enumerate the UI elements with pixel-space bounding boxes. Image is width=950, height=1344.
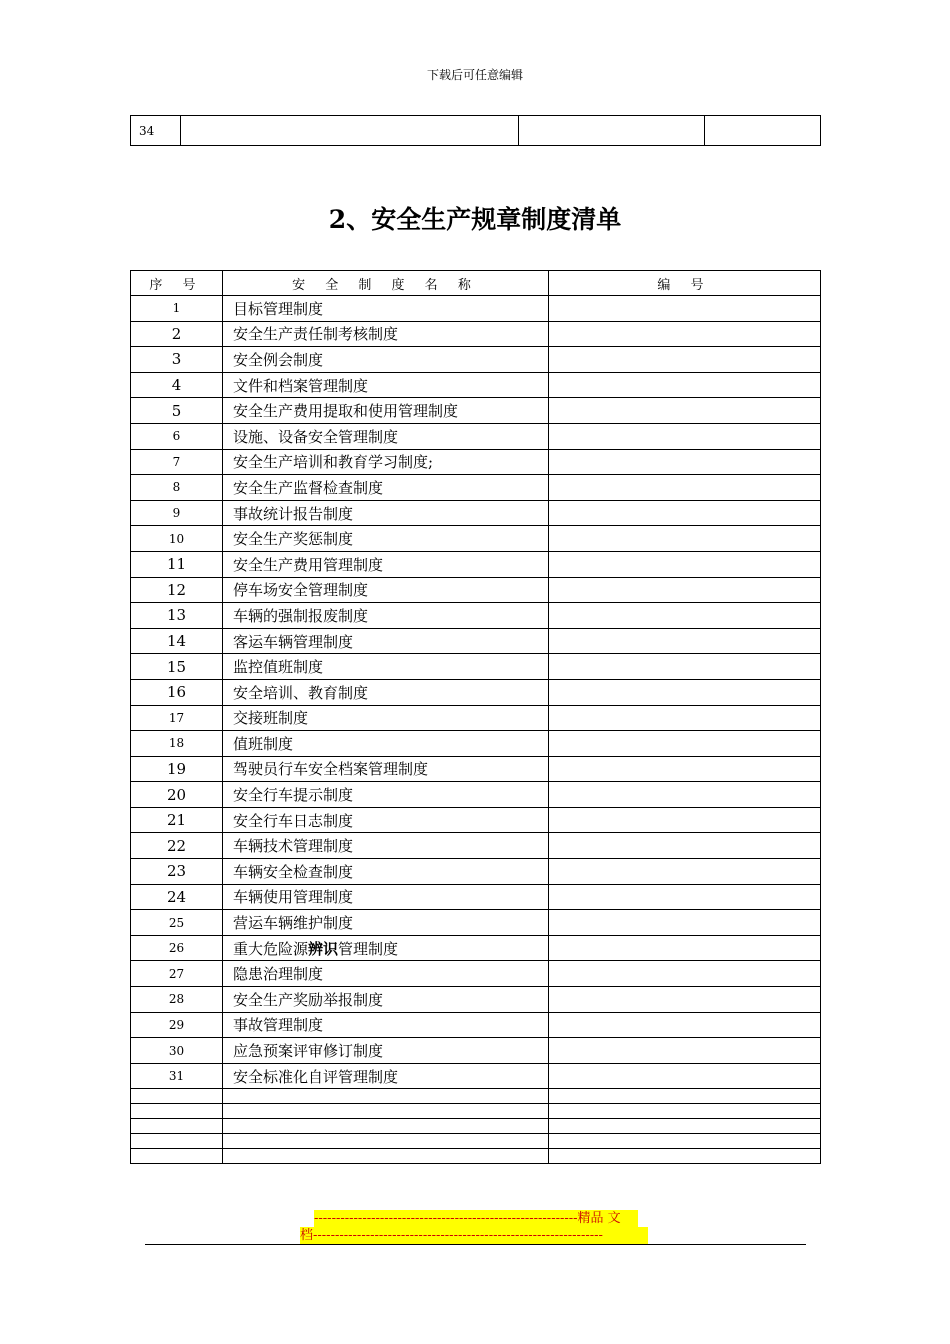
regulation-name: 安全生产费用管理制度 <box>223 551 549 577</box>
row-number: 20 <box>131 782 223 808</box>
regulation-name <box>223 935 549 961</box>
regulation-name: 营运车辆维护制度 <box>223 910 549 936</box>
regulation-code <box>549 654 821 680</box>
empty-cell <box>549 1119 821 1134</box>
row-number: 17 <box>131 705 223 731</box>
row-number: 13 <box>131 603 223 629</box>
row-number: 30 <box>131 1038 223 1064</box>
table-row <box>131 1038 821 1064</box>
regulation-name: 应急预案评审修订制度 <box>223 1038 549 1064</box>
row-number: 29 <box>131 1012 223 1038</box>
row-number: 28 <box>131 987 223 1013</box>
empty-cell <box>549 1134 821 1149</box>
empty-cell <box>131 1104 223 1119</box>
table-row <box>131 654 821 680</box>
empty-row <box>131 1134 821 1149</box>
regulation-code <box>549 347 821 373</box>
row-number: 14 <box>131 628 223 654</box>
regulation-code <box>549 705 821 731</box>
row-number: 34 <box>131 116 181 146</box>
row-number: 7 <box>131 449 223 475</box>
header-note: 下载后可任意编辑 <box>426 68 523 82</box>
regulation-name: 车辆安全检查制度 <box>223 859 549 885</box>
footer-highlight <box>300 1210 652 1244</box>
regulation-code <box>549 679 821 705</box>
row-number: 18 <box>131 731 223 757</box>
row-number: 1 <box>131 296 223 322</box>
regulation-name: 安全行车日志制度 <box>223 807 549 833</box>
regulation-name: 安全生产奖惩制度 <box>223 526 549 552</box>
column-header-number: 序 号 <box>131 271 223 296</box>
row-number: 25 <box>131 910 223 936</box>
regulation-name: 安全生产责任制考核制度 <box>223 321 549 347</box>
regulation-code <box>549 1038 821 1064</box>
regulation-code <box>549 807 821 833</box>
regulation-code <box>549 296 821 322</box>
regulation-code <box>549 910 821 936</box>
table-row <box>131 296 821 322</box>
table-row <box>131 372 821 398</box>
table-row <box>131 987 821 1013</box>
regulation-name: 客运车辆管理制度 <box>223 628 549 654</box>
empty-cell <box>549 1089 821 1104</box>
regulation-name: 设施、设备安全管理制度 <box>223 423 549 449</box>
footer-line-2: 档------------------------------------------------------------------ <box>300 1227 648 1244</box>
row-number: 10 <box>131 526 223 552</box>
empty-cell <box>131 1149 223 1164</box>
row-number: 22 <box>131 833 223 859</box>
row-number: 19 <box>131 756 223 782</box>
regulation-name: 车辆使用管理制度 <box>223 884 549 910</box>
table-row <box>131 551 821 577</box>
column-header-name: 安 全 制 度 名 称 <box>223 271 549 296</box>
regulation-code <box>549 987 821 1013</box>
regulation-code <box>549 423 821 449</box>
regulation-name: 安全生产培训和教育学习制度; <box>223 449 549 475</box>
regulation-code <box>549 731 821 757</box>
table-row <box>131 1063 821 1089</box>
row-number: 26 <box>131 935 223 961</box>
empty-cell <box>223 1104 549 1119</box>
table-row <box>131 756 821 782</box>
row-number: 9 <box>131 500 223 526</box>
empty-cell <box>181 116 519 146</box>
footer-divider <box>145 1244 806 1245</box>
footer-line-1: ------------------------------------------------------------精品 文 <box>314 1210 638 1227</box>
empty-row <box>131 1104 821 1119</box>
empty-row <box>131 1119 821 1134</box>
regulation-name: 安全生产监督检查制度 <box>223 475 549 501</box>
table-row <box>131 449 821 475</box>
row-number: 6 <box>131 423 223 449</box>
regulation-name: 事故统计报告制度 <box>223 500 549 526</box>
table-row <box>131 577 821 603</box>
row-number: 12 <box>131 577 223 603</box>
table-row <box>131 935 821 961</box>
regulation-name: 安全生产费用提取和使用管理制度 <box>223 398 549 424</box>
empty-cell <box>131 1134 223 1149</box>
table-header-row <box>131 271 821 296</box>
regulations-table <box>130 270 821 1164</box>
regulation-name-part: 辨识 <box>308 939 339 958</box>
row-number: 2 <box>131 321 223 347</box>
table-row <box>131 859 821 885</box>
regulation-code <box>549 782 821 808</box>
row-number: 27 <box>131 961 223 987</box>
continued-table <box>130 115 821 146</box>
empty-cell <box>131 1119 223 1134</box>
empty-cell <box>705 116 821 146</box>
regulation-code <box>549 628 821 654</box>
regulation-code <box>549 449 821 475</box>
regulation-name: 目标管理制度 <box>223 296 549 322</box>
table-row <box>131 398 821 424</box>
empty-cell <box>131 1089 223 1104</box>
table-row <box>131 884 821 910</box>
regulation-code <box>549 551 821 577</box>
column-header-code: 编 号 <box>549 271 821 296</box>
empty-row <box>131 1149 821 1164</box>
empty-cell <box>519 116 705 146</box>
regulation-name: 安全生产奖励举报制度 <box>223 987 549 1013</box>
empty-cell <box>223 1149 549 1164</box>
regulation-code <box>549 321 821 347</box>
document-title: 2、安全生产规章制度清单 <box>328 205 622 234</box>
regulation-code <box>549 500 821 526</box>
table-row <box>131 347 821 373</box>
table-row <box>131 116 821 146</box>
table-row <box>131 705 821 731</box>
regulation-code <box>549 756 821 782</box>
regulation-name-part: 管理制度 <box>338 939 399 958</box>
table-row <box>131 500 821 526</box>
empty-cell <box>223 1134 549 1149</box>
row-number: 8 <box>131 475 223 501</box>
table-row <box>131 475 821 501</box>
row-number: 21 <box>131 807 223 833</box>
row-number: 11 <box>131 551 223 577</box>
table-row <box>131 526 821 552</box>
table-row <box>131 679 821 705</box>
table-row <box>131 603 821 629</box>
row-number: 31 <box>131 1063 223 1089</box>
regulation-name: 安全行车提示制度 <box>223 782 549 808</box>
row-number: 3 <box>131 347 223 373</box>
empty-row <box>131 1089 821 1104</box>
row-number: 5 <box>131 398 223 424</box>
regulation-code <box>549 859 821 885</box>
regulation-code <box>549 833 821 859</box>
regulation-code <box>549 577 821 603</box>
regulation-name: 停车场安全管理制度 <box>223 577 549 603</box>
table-body <box>131 296 821 1164</box>
regulation-code <box>549 475 821 501</box>
table-row <box>131 321 821 347</box>
regulation-code <box>549 398 821 424</box>
regulation-name: 文件和档案管理制度 <box>223 372 549 398</box>
table-row <box>131 910 821 936</box>
regulation-code <box>549 603 821 629</box>
regulation-name: 交接班制度 <box>223 705 549 731</box>
regulation-code <box>549 1063 821 1089</box>
regulation-name: 值班制度 <box>223 731 549 757</box>
regulation-code <box>549 935 821 961</box>
table-row <box>131 782 821 808</box>
empty-cell <box>223 1089 549 1104</box>
table-row <box>131 807 821 833</box>
regulation-name: 车辆技术管理制度 <box>223 833 549 859</box>
regulation-name: 车辆的强制报废制度 <box>223 603 549 629</box>
table-row <box>131 423 821 449</box>
regulation-name: 事故管理制度 <box>223 1012 549 1038</box>
regulation-code <box>549 1012 821 1038</box>
table-row <box>131 628 821 654</box>
table-row <box>131 961 821 987</box>
row-number: 23 <box>131 859 223 885</box>
empty-cell <box>549 1149 821 1164</box>
regulation-code <box>549 961 821 987</box>
table-row <box>131 731 821 757</box>
regulation-name: 隐患治理制度 <box>223 961 549 987</box>
regulation-code <box>549 372 821 398</box>
regulation-code <box>549 526 821 552</box>
row-number: 4 <box>131 372 223 398</box>
regulation-name: 监控值班制度 <box>223 654 549 680</box>
regulation-name: 驾驶员行车安全档案管理制度 <box>223 756 549 782</box>
empty-cell <box>223 1119 549 1134</box>
table-row <box>131 1012 821 1038</box>
regulation-name: 安全例会制度 <box>223 347 549 373</box>
empty-cell <box>549 1104 821 1119</box>
table-row <box>131 833 821 859</box>
row-number: 24 <box>131 884 223 910</box>
row-number: 16 <box>131 679 223 705</box>
regulation-name: 安全标准化自评管理制度 <box>223 1063 549 1089</box>
row-number: 15 <box>131 654 223 680</box>
regulation-name-part: 重大危险源 <box>233 939 309 958</box>
regulation-code <box>549 884 821 910</box>
regulation-name: 安全培训、教育制度 <box>223 679 549 705</box>
